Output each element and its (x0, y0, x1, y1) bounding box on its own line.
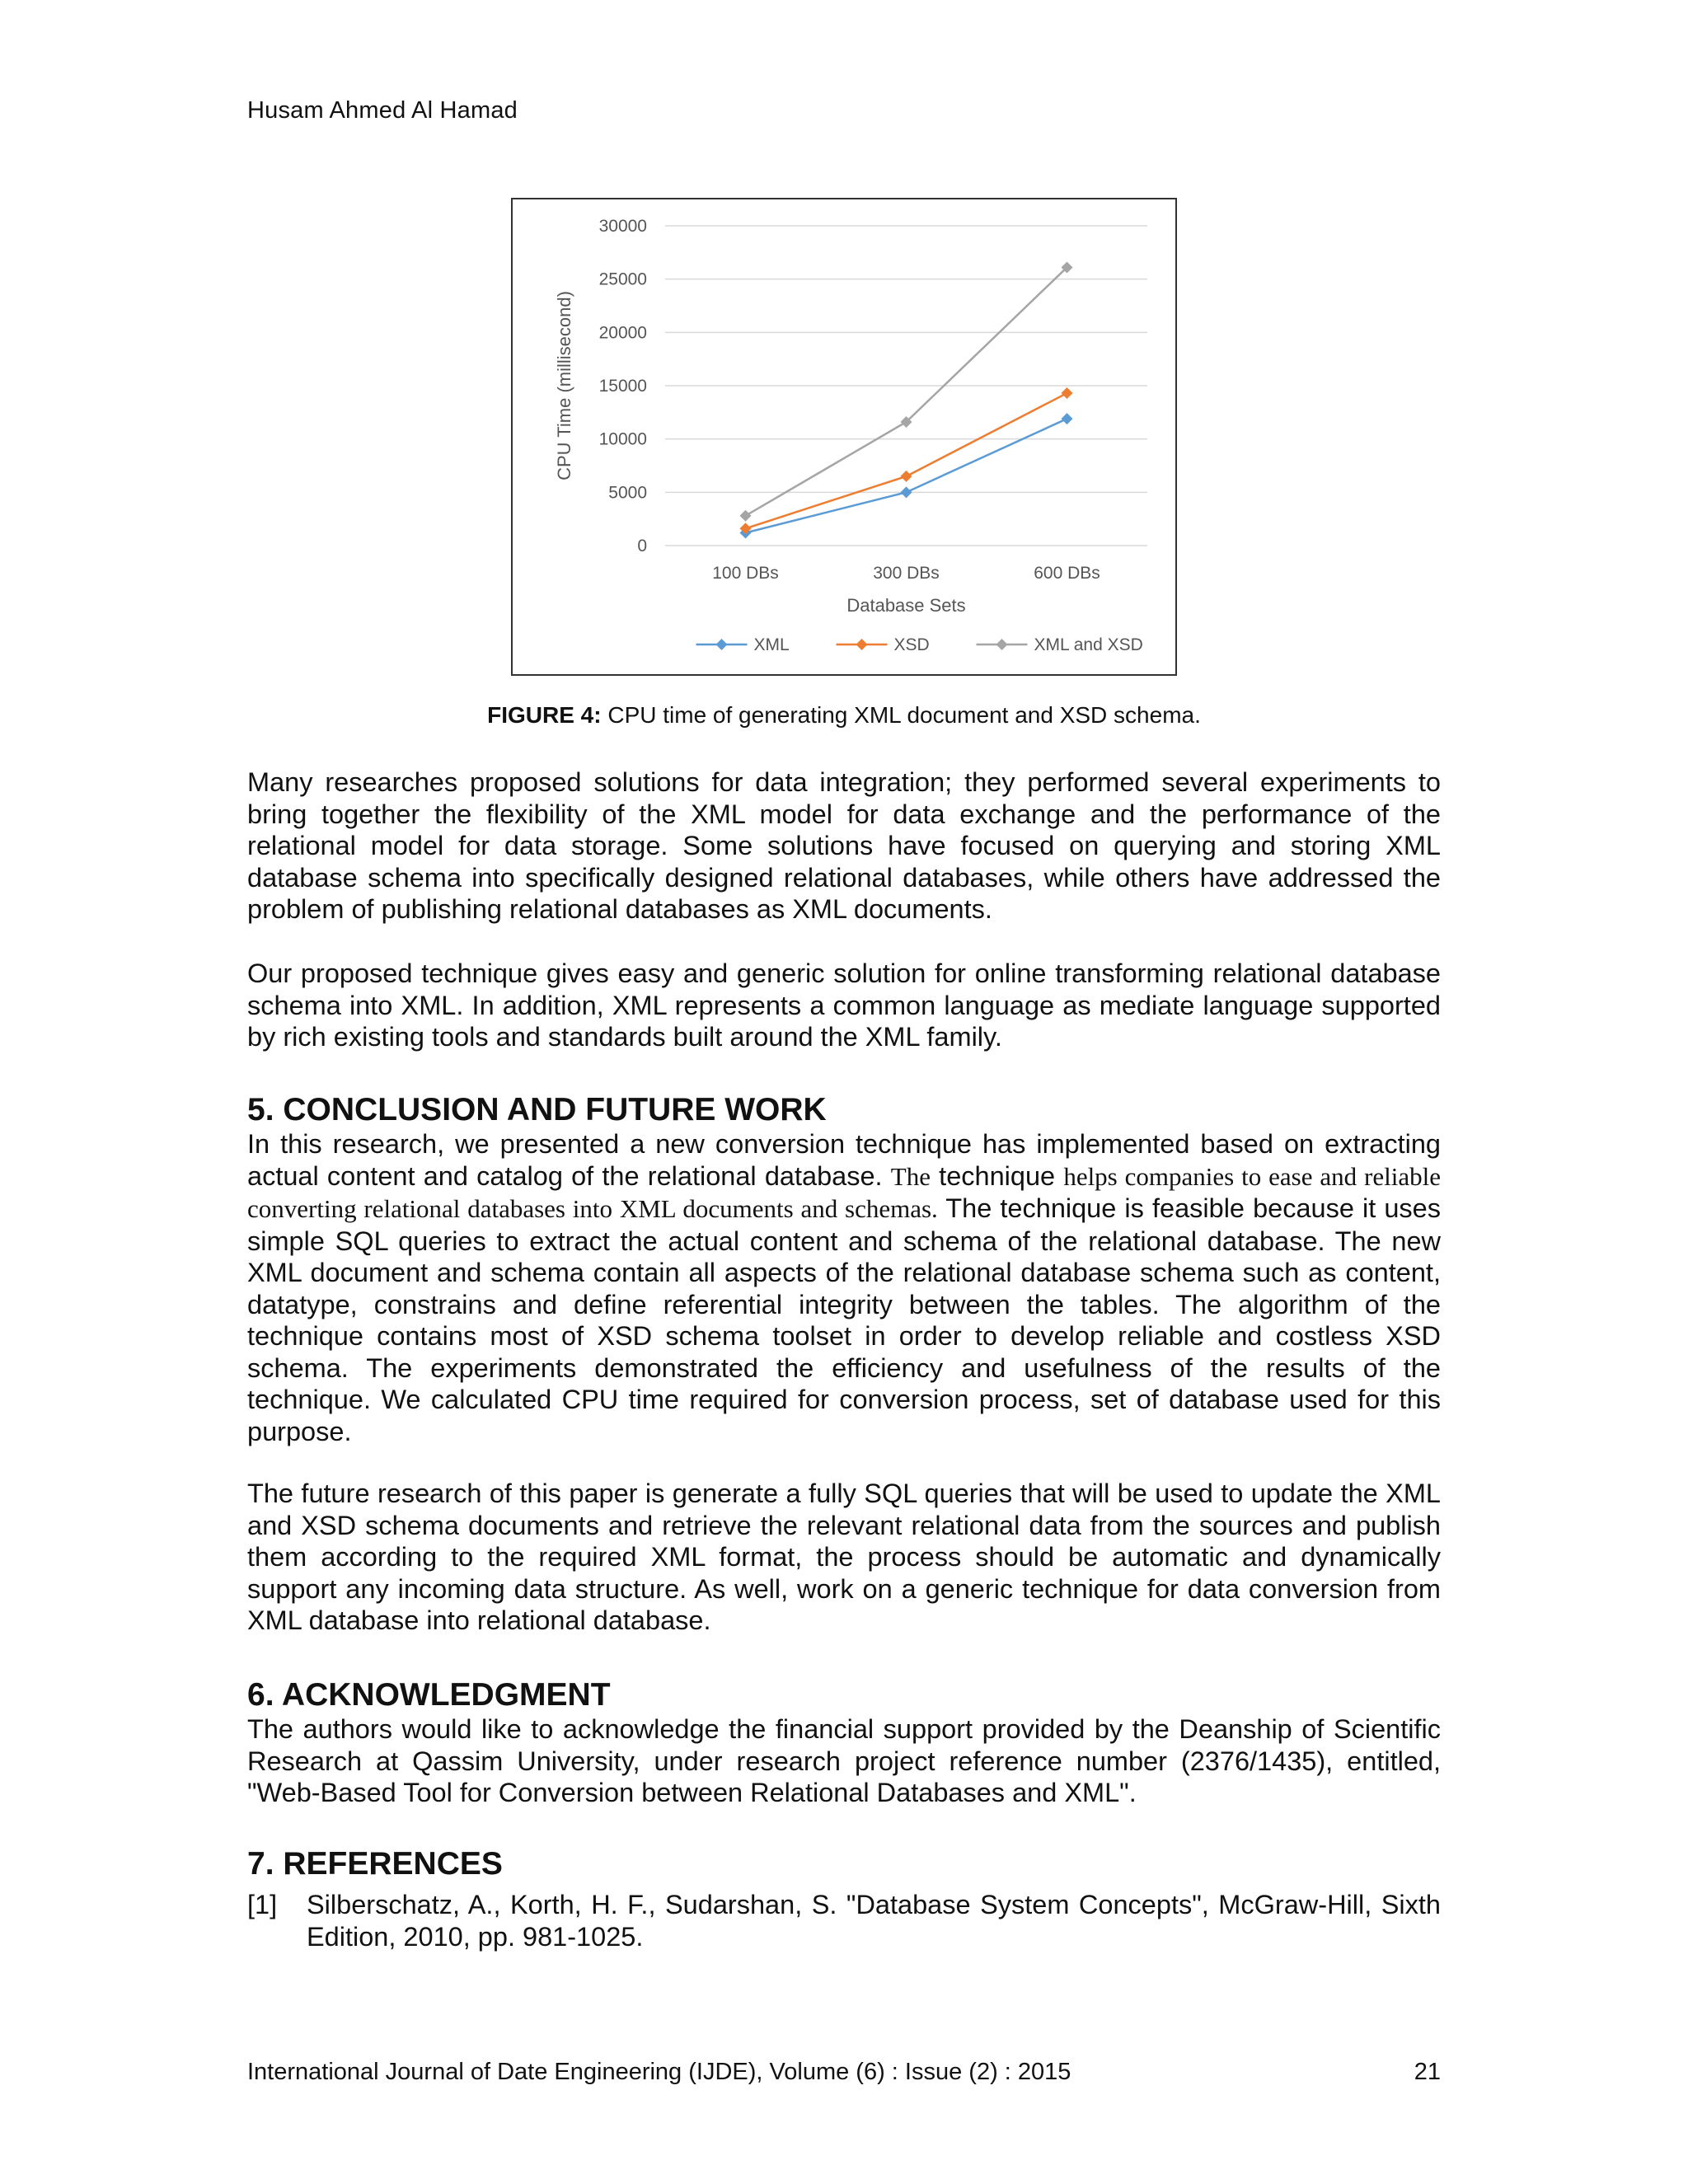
data-point (1062, 413, 1073, 424)
reference-text: Silberschatz, A., Korth, H. F., Sudarshan, S. "Database System Concepts", McGraw-Hill, Sixth Edition, 2010, pp. 981-1025. (307, 1890, 1441, 1952)
paragraph-proposed-technique: Our proposed technique gives easy and generic solution for online transforming relational database schema into XML. In addition, XML represents a common language as mediate language supported by rich existing tools and standards built around the XML family. (247, 958, 1441, 1052)
running-head-author: Husam Ahmed Al Hamad (247, 97, 518, 124)
section-heading-references: 7. REFERENCES (247, 1846, 503, 1882)
y-axis-title: CPU Time (millisecond) (554, 291, 574, 480)
legend-label: XML and XSD (1034, 635, 1143, 654)
reference-item (247, 1889, 1441, 1952)
footer-page-number: 21 (1414, 2059, 1441, 2085)
legend-label: XSD (893, 635, 930, 654)
reference-number: [1] (247, 1890, 278, 1919)
section-heading-conclusion: 5. CONCLUSION AND FUTURE WORK (247, 1092, 827, 1127)
series-line-xsd (746, 393, 1067, 528)
conclusion-text-b: The (890, 1161, 931, 1191)
paragraph-conclusion (247, 1128, 1441, 1447)
legend-marker (996, 639, 1008, 650)
legend-label: XML (753, 635, 790, 654)
y-tick-label: 25000 (598, 269, 647, 289)
y-tick-label: 15000 (598, 377, 647, 396)
paragraph-data-integration: Many researches proposed solutions for data integration; they performed several experiments to bring together the flexibility of the XML model for data exchange and the performance of the relational model for data storage. Some solutions have focused on querying and storing XML database schema into specifically designed relational databases, while others have addressed the problem of publishing relational databases as XML documents. (247, 767, 1441, 924)
data-point (740, 510, 752, 522)
footer-journal: International Journal of Date Engineering (IJDE), Volume (6) : Issue (2) : 2015 (247, 2059, 1071, 2085)
caption-text: CPU time of generating XML document and XSD schema. (601, 702, 1201, 728)
conclusion-text-d: helps companies to ease and reliable converting relational databases into XML documents and schemas. (247, 1161, 1441, 1223)
section-heading-acknowledgment: 6. ACKNOWLEDGMENT (247, 1677, 611, 1713)
x-tick-label: 100 DBs (712, 564, 779, 583)
y-tick-label: 5000 (608, 483, 647, 503)
figure-caption (247, 702, 1441, 729)
paragraph-future-work: The future research of this paper is generate a fully SQL queries that will be used to update the XML and XSD schema documents and retrieve the relevant relational data from the sources and publish them according to the required XML format, the process should be automatic and dynamically support any incoming data structure. As well, work on a generic technique for data conversion from XML database into relational database. (247, 1479, 1441, 1635)
y-tick-label: 10000 (598, 429, 647, 449)
x-tick-label: 600 DBs (1034, 564, 1100, 583)
caption-label: FIGURE 4: (487, 702, 602, 728)
data-point (901, 486, 912, 498)
legend-marker (716, 639, 728, 650)
paragraph-acknowledgment: The authors would like to acknowledge the financial support provided by the Deanship of Scientific Research at Qassim University, under research project reference number (2376/1435), entitled, "Web-Based Tool for Conversion between Relational Databases and XML". (247, 1714, 1441, 1807)
x-tick-label: 300 DBs (873, 564, 940, 583)
y-tick-label: 30000 (598, 217, 647, 236)
data-point (1062, 387, 1073, 399)
figure-chart (511, 198, 1177, 676)
conclusion-text-e: The technique is feasible because it uses simple SQL queries to extract the actual content and schema of the relational database. The new XML document and schema contain all aspects of the relational database schema such as content, datatype, constrains and define referential integrity between the tables. The algorithm of the technique contains most of XSD schema toolset in order to develop reliable and costless XSD schema. The experiments demonstrated the efficiency and usefulness of the results of the technique. We calculated CPU time required for conversion process, set of database used for this purpose. (247, 1193, 1442, 1446)
y-tick-label: 20000 (598, 323, 647, 343)
y-tick-label: 0 (637, 537, 647, 555)
x-axis-title: Database Sets (846, 595, 966, 616)
legend-marker (856, 639, 868, 650)
conclusion-text-c: technique (930, 1160, 1064, 1191)
line-chart (513, 199, 1175, 674)
data-point (901, 471, 912, 482)
conclusion-text-a: In this research, we presented a new conversion technique has implemented based on extracting actual content and catalog of the relational database. (247, 1129, 1441, 1191)
